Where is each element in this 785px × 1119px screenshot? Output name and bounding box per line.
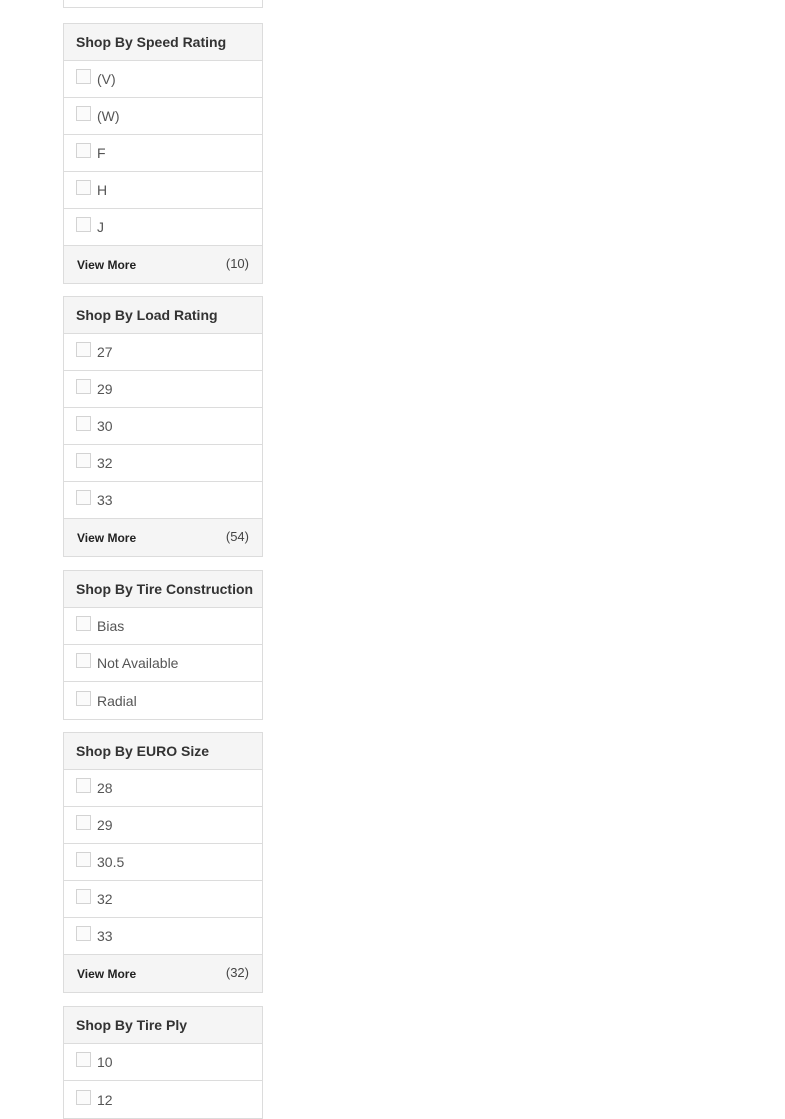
euro-size-title: Shop By EURO Size [64,733,262,770]
euro-size-option[interactable] [64,807,262,844]
checkbox[interactable] [76,217,91,232]
tire-construction-filter [63,570,263,720]
option-label: J [97,219,104,235]
checkbox[interactable] [76,778,91,793]
option-label: 32 [97,455,113,471]
view-more-button[interactable] [64,519,262,556]
tire-ply-option[interactable] [64,1044,262,1081]
checkbox[interactable] [76,416,91,431]
checkbox[interactable] [76,143,91,158]
option-label: 30 [97,418,113,434]
option-label: 10 [97,1054,113,1070]
speed-rating-title: Shop By Speed Rating [64,24,262,61]
view-more-label: View More [77,530,137,545]
load-rating-option[interactable] [64,408,262,445]
checkbox[interactable] [76,106,91,121]
load-rating-title: Shop By Load Rating [64,297,262,334]
view-more-label: View More [77,257,137,272]
speed-rating-option[interactable] [64,135,262,172]
checkbox[interactable] [76,342,91,357]
tire-ply-option[interactable] [64,1081,262,1118]
checkbox[interactable] [76,616,91,631]
option-label: 12 [97,1091,113,1108]
view-more-count: (10) [225,255,249,271]
previous-filter-panel [63,0,263,8]
checkbox[interactable] [76,180,91,195]
option-label: 30.5 [97,854,125,870]
tire-ply-title: Shop By Tire Ply [64,1007,262,1044]
checkbox[interactable] [76,926,91,941]
checkbox[interactable] [76,453,91,468]
checkbox[interactable] [76,889,91,904]
view-more-label: View More [77,966,137,981]
option-label: 27 [97,344,113,360]
speed-rating-filter [63,23,263,284]
load-rating-option[interactable] [64,371,262,408]
option-label: 33 [97,928,113,944]
option-label: 29 [97,381,113,397]
checkbox[interactable] [76,691,91,706]
load-rating-filter [63,296,263,557]
speed-rating-option[interactable] [64,98,262,135]
tire-construction-title: Shop By Tire Construction [64,571,262,608]
load-rating-option[interactable] [64,334,262,371]
tire-construction-option[interactable] [64,608,262,645]
option-label: 32 [97,891,113,907]
view-more-count: (54) [225,528,249,544]
view-more-button[interactable] [64,955,262,992]
speed-rating-option[interactable] [64,209,262,246]
load-rating-option[interactable] [64,482,262,519]
checkbox[interactable] [76,379,91,394]
option-label: Bias [97,618,125,634]
option-label: F [97,145,106,161]
tire-construction-option[interactable] [64,645,262,682]
checkbox[interactable] [76,490,91,505]
speed-rating-option[interactable] [64,61,262,98]
tire-construction-option[interactable] [64,682,262,719]
euro-size-option[interactable] [64,844,262,881]
view-more-count: (32) [225,964,249,980]
option-label: H [97,182,108,198]
checkbox[interactable] [76,653,91,668]
option-label: 28 [97,780,113,796]
option-label: 29 [97,817,113,833]
option-label: Not Available [97,655,179,671]
option-label: (V) [97,71,116,87]
option-label: (W) [97,108,120,124]
option-label: 33 [97,492,113,508]
tire-ply-filter [63,1006,263,1119]
euro-size-filter [63,732,263,993]
view-more-button[interactable] [64,246,262,283]
checkbox[interactable] [76,1052,91,1067]
euro-size-option[interactable] [64,918,262,955]
checkbox[interactable] [76,815,91,830]
option-label: Radial [97,692,137,709]
checkbox[interactable] [76,69,91,84]
euro-size-option[interactable] [64,770,262,807]
checkbox[interactable] [76,1090,91,1105]
euro-size-option[interactable] [64,881,262,918]
speed-rating-option[interactable] [64,172,262,209]
checkbox[interactable] [76,852,91,867]
load-rating-option[interactable] [64,445,262,482]
